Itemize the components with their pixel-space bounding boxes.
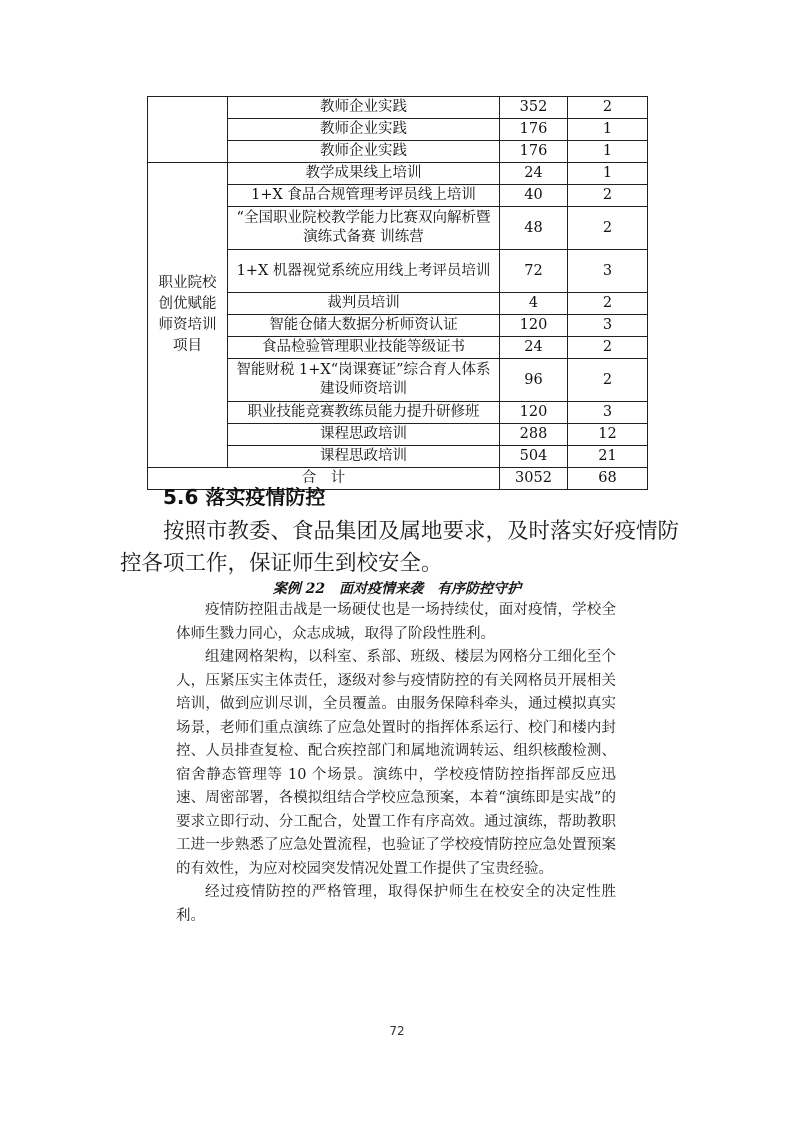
training-table <box>147 96 648 490</box>
case-paragraph: 组建网格架构，以科室、系部、班级、楼层为网格分工细化至个人，压紧压实主体责任，逐级对参与疫情防控的有关网格员开展相关培训，做到应训尽训，全员覆盖。由服务保障科牵头，通过模拟真实场景，老师们重点演练了应急处置时的指挥体系运行、校门和楼内封控、人员排查复检、配合疾控部门和属地流调转运、组织核酸检测、宿舍静态管理等 10 个场景。演练中，学校疫情防控指挥部反应迅速、周密部署，各模拟组结合学校应急预案，本着“演练即是实战”的要求立即行动、分工配合，处置工作有序高效。通过演练，帮助教职工进一步熟悉了应急处置流程，也验证了学校疫情防控应急处置预案的有效性，为应对校园突发情况处置工作提供了宝贵经验。 <box>176 649 616 877</box>
section-intro: 按照市教委、食品集团及属地要求，及时落实好疫情防控各项工作，保证师生到校安全。 <box>120 519 680 576</box>
count-cell: 2 <box>568 97 648 119</box>
count-cell: 2 <box>568 207 648 250</box>
project-name-cell: 职业技能竞赛教练员能力提升研修班 <box>228 402 500 424</box>
hours-cell: 120 <box>500 402 568 424</box>
project-name-cell: 教师企业实践 <box>228 97 500 119</box>
count-cell: 2 <box>568 293 648 315</box>
hours-cell: 40 <box>500 185 568 207</box>
hours-cell: 176 <box>500 141 568 163</box>
page-number: 72 <box>389 1024 405 1038</box>
hours-cell: 288 <box>500 424 568 446</box>
case-body <box>176 599 616 928</box>
hours-cell: 72 <box>500 250 568 293</box>
count-cell: 2 <box>568 359 648 402</box>
project-name-cell: 1+X 机器视觉系统应用线上考评员培训 <box>228 250 500 293</box>
hours-cell: 96 <box>500 359 568 402</box>
project-name-cell: 智能财税 1+X“岗课赛证”综合育人体系建设师资培训 <box>228 359 500 402</box>
count-cell: 12 <box>568 424 648 446</box>
hours-cell: 176 <box>500 119 568 141</box>
project-name-cell: 课程思政培训 <box>228 446 500 468</box>
project-name-cell: 1+X 食品合规管理考评员线上培训 <box>228 185 500 207</box>
hours-cell: 48 <box>500 207 568 250</box>
total-count-cell: 68 <box>568 468 648 490</box>
case-paragraph: 疫情防控阻击战是一场硬仗也是一场持续仗，面对疫情，学校全体师生戮力同心，众志成城，取得了阶段性胜利。 <box>176 602 616 642</box>
project-name-cell: “全国职业院校教学能力比赛双向解析暨演练式备赛 训练营 <box>228 207 500 250</box>
section-heading: 5.6 落实疫情防控 <box>163 485 326 509</box>
case-title: 案例 22 面对疫情来袭 有序防控守护 <box>272 581 522 597</box>
count-cell: 21 <box>568 446 648 468</box>
count-cell: 3 <box>568 315 648 337</box>
project-name-cell: 教学成果线上培训 <box>228 163 500 185</box>
count-cell: 1 <box>568 141 648 163</box>
count-cell: 2 <box>568 185 648 207</box>
category-cell: 职业院校创优赋能师资培训项目 <box>148 163 228 468</box>
table-row <box>148 163 648 185</box>
project-name-cell: 食品检验管理职业技能等级证书 <box>228 337 500 359</box>
hours-cell: 352 <box>500 97 568 119</box>
hours-cell: 4 <box>500 293 568 315</box>
hours-cell: 24 <box>500 163 568 185</box>
hours-cell: 120 <box>500 315 568 337</box>
project-name-cell: 教师企业实践 <box>228 119 500 141</box>
total-label-cell: 合 计 <box>148 468 500 490</box>
category-cell-previous <box>148 97 228 163</box>
project-name-cell: 课程思政培训 <box>228 424 500 446</box>
count-cell: 2 <box>568 337 648 359</box>
table-row <box>148 97 648 119</box>
count-cell: 3 <box>568 402 648 424</box>
project-name-cell: 裁判员培训 <box>228 293 500 315</box>
project-name-cell: 智能仓储大数据分析师资认证 <box>228 315 500 337</box>
count-cell: 3 <box>568 250 648 293</box>
count-cell: 1 <box>568 163 648 185</box>
count-cell: 1 <box>568 119 648 141</box>
hours-cell: 504 <box>500 446 568 468</box>
total-hours-cell: 3052 <box>500 468 568 490</box>
case-paragraph: 经过疫情防控的严格管理，取得保护师生在校安全的决定性胜利。 <box>176 884 616 924</box>
hours-cell: 24 <box>500 337 568 359</box>
project-name-cell: 教师企业实践 <box>228 141 500 163</box>
